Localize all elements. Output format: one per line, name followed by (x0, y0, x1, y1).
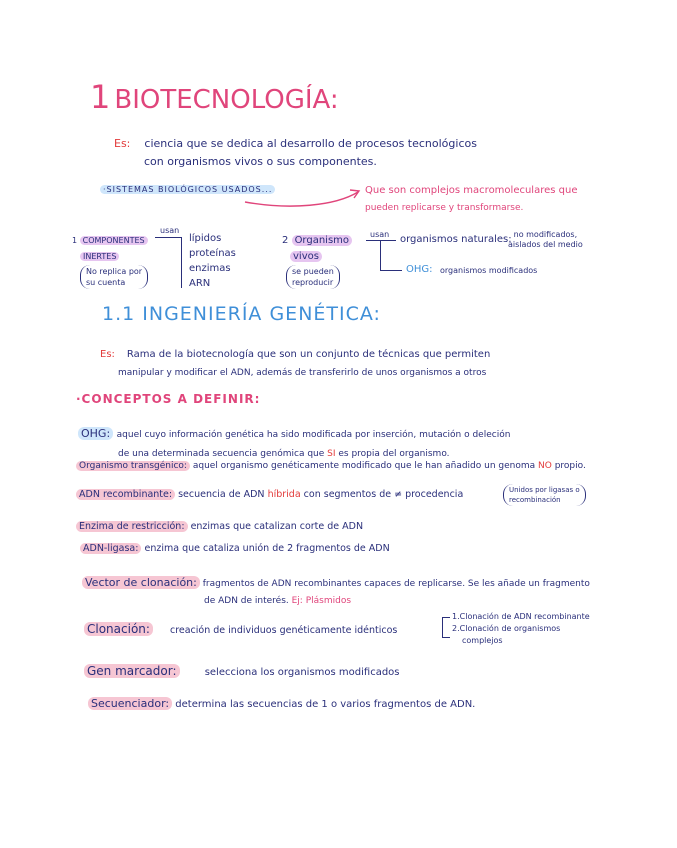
term-ligasa: ADN-ligasa: enzima que cataliza unión de 2 fragmentos de ADN (80, 543, 390, 554)
term-enzima: Enzima de restricción: enzimas que catalizan corte de ADN (76, 521, 363, 532)
organismo-bracket (366, 240, 396, 241)
organismo-num: 2 (282, 235, 289, 246)
sistemas-note: Que son complejos macromoleculares que pueden replicarse y transformarse. (365, 185, 578, 213)
term-adn-recombinante: ADN recombinante: secuencia de ADN híbrida con segmentos de ≠ procedencia (76, 489, 463, 500)
adn-rec-paren: Unidos por ligasas o recombinación (503, 484, 586, 506)
componentes-usan: usan (160, 226, 180, 235)
sistemas-arrow (240, 184, 365, 212)
organismo-label: 2 Organismo vivos (282, 233, 352, 265)
def-line1: ciencia que se dedica al desarrollo de procesos tecnológicos (144, 137, 477, 150)
clonacion-options: 1.Clonación de ADN recombinante 2.Clonación de organismos complejos (452, 612, 590, 645)
def-line2: con organismos vivos o sus componentes. (144, 155, 377, 168)
page-title (90, 78, 339, 116)
natural-label: organismos naturales: (400, 234, 512, 245)
term-vector: Vector de clonación: fragmentos de ADN recombinantes capaces de replicarse. Se les añade un fragmento de ADN de interés. Ej: Plásmidos (82, 574, 590, 610)
term-secuenciador: Secuenciador: determina las secuencias de 1 o varios fragmentos de ADN. (88, 697, 475, 710)
organismo-paren: se pueden reproducir (286, 265, 340, 289)
title-number: 1 (90, 78, 111, 116)
componentes-bracket (155, 237, 181, 238)
ohg-note: organismos modificados (440, 266, 538, 275)
organismo-usan: usan (370, 230, 390, 239)
term-gen-marcador: Gen marcador: selecciona los organismos modificados (84, 664, 400, 678)
componentes-num: 1 (72, 236, 78, 245)
def-label: Es: (114, 137, 131, 150)
componentes-paren: No replica por su cuenta (80, 265, 148, 289)
sistemas-label: ·SISTEMAS BIOLÓGICOS USADOS... (100, 185, 275, 194)
ing-def-block: Es: Rama de la biotecnología que son un conjunto de técnicas que permiten manipular y modificar el ADN, además de transferirlo de unos organismos a otros (100, 349, 491, 378)
term-ohg: OHG: aquel cuyo información genética ha sido modificada por inserción, mutación o deleción de una determinada secuencia genómica que SI es propia del organismo. (78, 425, 510, 463)
ohg-label: OHG: (406, 264, 433, 275)
natural-note: no modificados, aislados del medio (508, 230, 583, 249)
definition-block (114, 135, 477, 171)
componentes-list: lípidos proteínas enzimas ARN (189, 233, 236, 289)
term-transgenico: Organismo transgénico: aquel organismo genéticamente modificado que le han añadido un genoma NO propio. (76, 461, 586, 471)
componentes-label: 1 COMPONENTES INERTES (72, 233, 148, 265)
clonacion-bracket (442, 617, 443, 637)
conceptos-title: ·CONCEPTOS A DEFINIR: (76, 392, 261, 406)
title-text: BIOTECNOLOGÍA: (114, 85, 339, 115)
section-title: 1.1 INGENIERÍA GENÉTICA: (102, 303, 381, 325)
ing-def-label: Es: (100, 349, 115, 360)
term-clonacion: Clonación: creación de individuos genéticamente idénticos (84, 622, 397, 636)
